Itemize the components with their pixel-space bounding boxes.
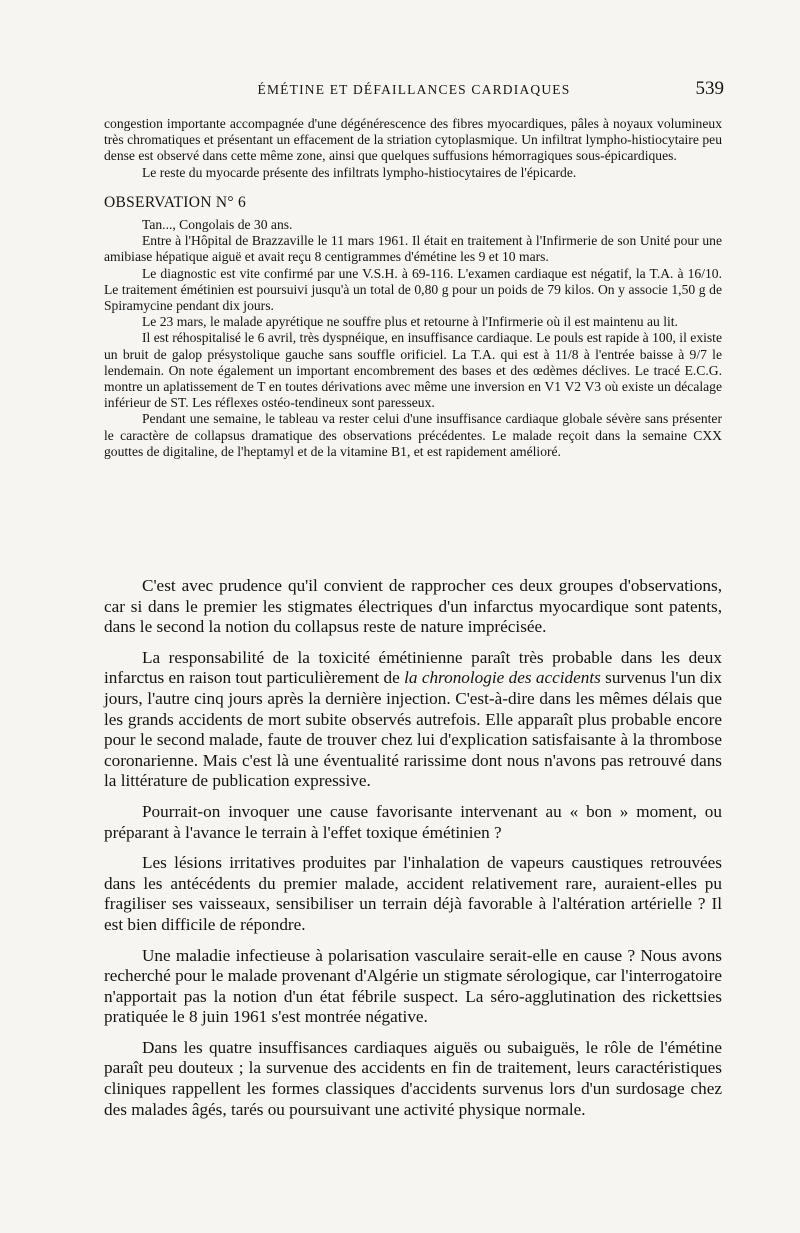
paragraph: Une maladie infectieuse à polarisation vasculaire serait-elle en cause ? Nous avons recherché pour le malade provenant d'Algérie un stigmate sérologique, car l'interrogatoire n'apportait pas la notion d'un état fébrile suspect. La séro-agglutination des rickettsies pratiquée le 8 juin 1961 s'est montrée négative. — [104, 945, 722, 1027]
paragraph: Le diagnostic est vite confirmé par une V.S.H. à 69-116. L'examen cardiaque est négatif, la T.A. à 16/10. Le traitement émétinien est poursuivi jusqu'à un total de 0,80 g pour un poids de 79 kilos. On y associe 1,50 g de Spiramycine pendant dix jours. — [104, 265, 722, 314]
paragraph — [104, 648, 722, 792]
paragraph: Tan..., Congolais de 30 ans. — [142, 217, 293, 233]
paragraph: Entre à l'Hôpital de Brazzaville le 11 mars 1961. Il était en traitement à l'Infirmerie de son Unité pour une amibiase hépatique aiguë et avait reçu 8 centigrammes d'émétine les 9 et 10 mars. — [104, 233, 722, 265]
text-run: La responsabilité de la toxicité émétinienne paraît très probable dans les deux infarctus en raison tout particulièrement de — [104, 647, 722, 688]
text-run: survenus l'un dix jours, l'autre cinq jours après la dernière injection. C'est-à-dire dans les mêmes délais que les grands accidents de mort subite observés autrefois. Elle apparaît plus probable encore pour le second malade, faute de trouver chez lui d'explication satisfaisante à la thrombose coronarienne. Mais c'est là une éventualité rarissime dont nous n'avons pas retrouvé dans la littérature de publication expressive. — [104, 668, 722, 791]
section-heading: OBSERVATION N° 6 — [104, 193, 247, 211]
paragraph: C'est avec prudence qu'il convient de rapprocher ces deux groupes d'observations, car si dans le premier les stigmates électriques d'un infarctus myocardique sont patents, dans le second la notion du collapsus reste de nature imprécisée. — [104, 576, 722, 637]
paragraph: Pendant une semaine, le tableau va rester celui d'une insuffisance cardiaque globale sévère sans présenter le caractère de collapsus dramatique des observations précédentes. Le malade reçoit dans la semaine CXX gouttes de digitaline, de l'heptamyl et de la vitamine B1, et est rapidement amélioré. — [104, 411, 722, 459]
running-header — [104, 78, 724, 102]
paragraph: Les lésions irritatives produites par l'inhalation de vapeurs caustiques retrouvées dans les antécédents du premier malade, accident relativement rare, auraient-elles pu fragiliser ses vaisseaux, sensibiliser un terrain déjà favorable à l'altération artérielle ? Il est bien difficile de répondre. — [104, 853, 722, 934]
emphasis: la chronologie des accidents — [404, 668, 601, 688]
paragraph: Il est réhospitalisé le 6 avril, très dyspnéique, en insuffisance cardiaque. Le pouls est rapide à 100, il existe un bruit de galop présystolique gauche sans souffle orificiel. La T.A. qui est à 11/8 à l'entrée baisse à 9/7 le lendemain. On note également un important encombrement des bases et des œdèmes déclives. Le tracé E.C.G. montre un aplatissement de T en toutes dérivations avec même une inversion en V1 V2 V3 où existe un décalage inférieur de ST. Les réflexes ostéo-tendineux sont paresseux. — [104, 330, 722, 411]
paragraph: Pourrait-on invoquer une cause favorisante intervenant au « bon » moment, ou préparant à l'avance le terrain à l'effet toxique émétinien ? — [104, 801, 722, 842]
paragraph: congestion importante accompagnée d'une dégénérescence des fibres myocardiques, pâles à noyaux volumineux très chromatiques et présentant un effacement de la striation cytoplasmique. Un infiltrat lympho-histiocytaire peu dense est observé dans cette même zone, ainsi que quelques suffusions hémorragiques sous-épicardiques. — [104, 116, 722, 164]
paragraph: Le reste du myocarde présente des infiltrats lympho-histiocytaires de l'épicarde. — [142, 164, 577, 180]
running-title: ÉMÉTINE ET DÉFAILLANCES CARDIAQUES — [257, 82, 571, 97]
discussion-section — [104, 576, 722, 1130]
case-report-section — [104, 116, 722, 460]
paragraph: Le 23 mars, le malade apyrétique ne souffre plus et retourne à l'Infirmerie où il est maintenu au lit. — [142, 314, 678, 330]
page-number: 539 — [695, 78, 724, 99]
paragraph: Dans les quatre insuffisances cardiaques aiguës ou subaiguës, le rôle de l'émétine paraît peu douteux ; la survenue des accidents en fin de traitement, leurs caractéristiques cliniques rappellent les formes classiques d'accidents survenus lors d'un surdosage chez des malades âgés, tarés ou poursuivant une activité physique normale. — [104, 1037, 722, 1119]
